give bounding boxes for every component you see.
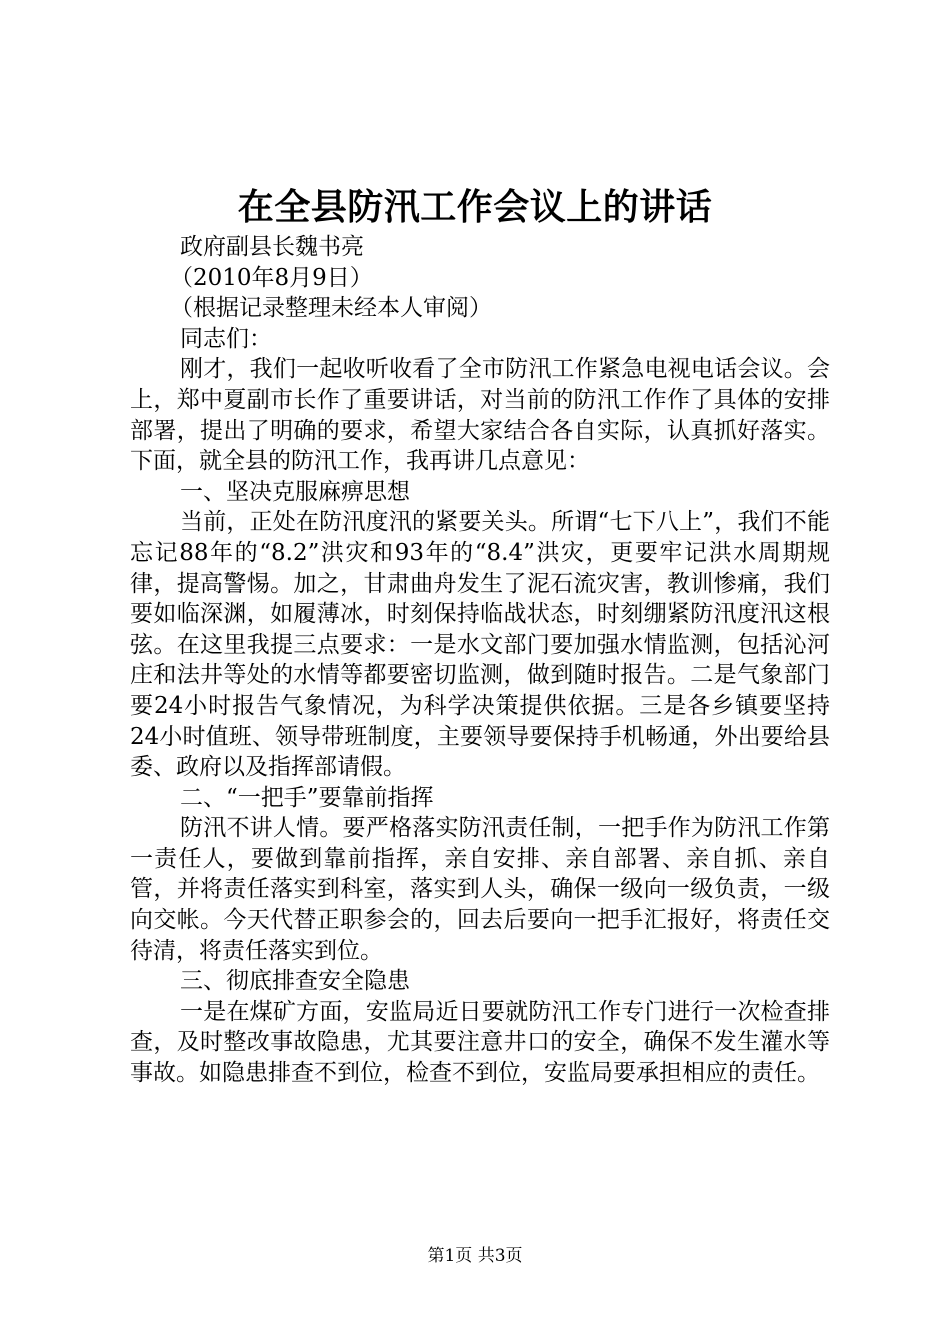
- section-heading-2: 二、“一把手”要靠前指挥: [180, 784, 434, 811]
- section-heading-1: 一、坚决克服麻痹思想: [180, 478, 410, 505]
- speaker-line: 政府副县长魏书亮: [180, 234, 364, 260]
- section-1-paragraph: 当前，正处在防汛度汛的紧要关头。所谓“七下八上”，我们不能忘记88年的“8.2”洪灾和93年的“8.4”洪灾，更要牢记洪水周期规律，提高警惕。加之，甘肃曲舟发生了泥石流灾害，教训惨痛，我们要如临深渊，如履薄冰，时刻保持临战状态，时刻绷紧防汛度汛这根弦。在这里我提三点要求：一是水文部门要加强水情监测，包括沁河庄和法井等处的水情等都要密切监测，做到随时报告。二是气象部门要24小时报告气象情况，为科学决策提供依据。三是各乡镇要坚持24小时值班、领导带班制度，主要领导要保持手机畅通，外出要给县委、政府以及指挥部请假。: [130, 509, 830, 781]
- intro-paragraph: 刚才，我们一起收听收看了全市防汛工作紧急电视电话会议。会上，郑中夏副市长作了重要讲话，对当前的防汛工作作了具体的安排部署，提出了明确的要求，希望大家结合各自实际，认真抓好落实。下面，就全县的防汛工作，我再讲几点意见：: [130, 356, 830, 475]
- salutation-line: 同志们：: [180, 325, 272, 352]
- document-body: [130, 232, 830, 1089]
- page-footer: 第1页 共3页: [427, 1246, 523, 1266]
- date-line: （2010年8月9日）: [170, 264, 373, 291]
- section-3-paragraph: 一是在煤矿方面，安监局近日要就防汛工作专门进行一次检查排查，及时整改事故隐患，尤其要注意井口的安全，确保不发生灌水等事故。如隐患排查不到位，检查不到位，安监局要承担相应的责任。: [130, 998, 830, 1087]
- note-line: （根据记录整理未经本人审阅）: [170, 295, 492, 322]
- section-2-paragraph: 防汛不讲人情。要严格落实防汛责任制，一把手作为防汛工作第一责任人，要做到靠前指挥，亲自安排、亲自部署、亲自抓、亲自管，并将责任落实到科室，落实到人头，确保一级向一级负责，一级向交帐。今天代替正职参会的，回去后要向一把手汇报好，将责任交待清，将责任落实到位。: [130, 815, 830, 964]
- section-heading-3: 三、彻底排查安全隐患: [180, 968, 410, 995]
- document-title: 在全县防汛工作会议上的讲话: [237, 187, 713, 228]
